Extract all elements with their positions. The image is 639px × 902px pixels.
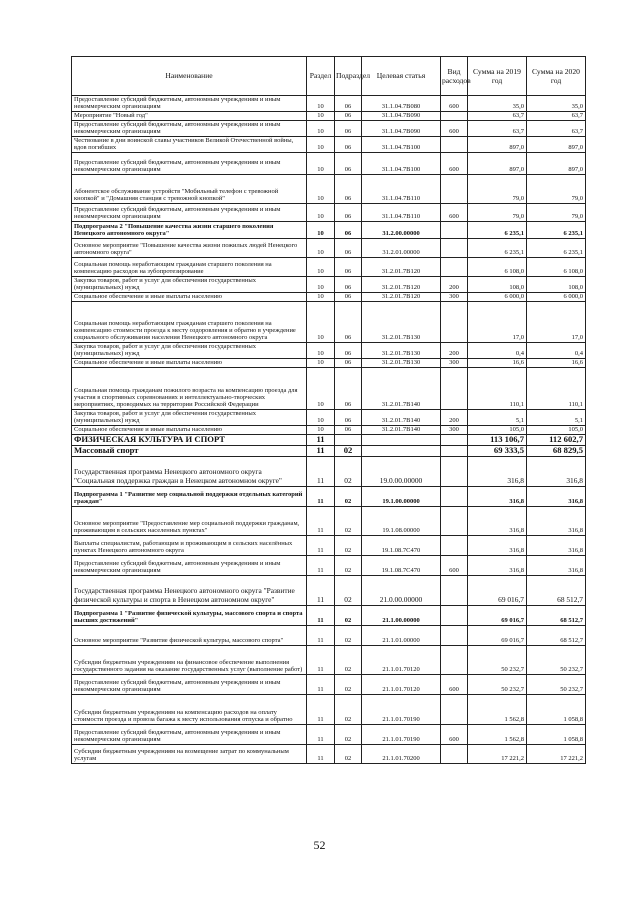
row-razdel: 11 (307, 694, 335, 724)
row-sum2020: 68 512,7 (527, 625, 586, 645)
row-razdel: 10 (307, 358, 335, 367)
row-podrazdel: 06 (335, 238, 362, 257)
row-podrazdel: 02 (335, 555, 362, 575)
row-sum2019: 17 221,2 (468, 744, 527, 763)
row-name: Закупка товаров, работ и услуг для обеспечения государственных (муниципальных) нужд (72, 409, 307, 425)
row-vid (441, 221, 468, 238)
row-vid (441, 625, 468, 645)
row-razdel: 11 (307, 744, 335, 763)
row-name: Предоставление субсидий бюджетным, автономным учреждениям и иным некоммерческим организациям (72, 555, 307, 575)
row-vid (441, 174, 468, 203)
row-podrazdel: 02 (335, 694, 362, 724)
row-sum2019: 316,8 (468, 506, 527, 535)
row-vid: 200 (441, 276, 468, 292)
row-sum2020: 68 512,7 (527, 605, 586, 625)
table-row (72, 174, 586, 203)
row-sum2020: 5,1 (527, 409, 586, 425)
row-vid (441, 136, 468, 152)
row-sum2020: 316,8 (527, 506, 586, 535)
row-razdel: 11 (307, 535, 335, 555)
row-celevaya: 31.1.04.7В080 (362, 96, 441, 112)
row-razdel: 10 (307, 238, 335, 257)
row-razdel: 10 (307, 120, 335, 136)
row-razdel: 10 (307, 292, 335, 301)
row-sum2020: 79,0 (527, 174, 586, 203)
row-sum2020: 6 235,1 (527, 221, 586, 238)
row-podrazdel: 06 (335, 221, 362, 238)
row-sum2020: 6 000,0 (527, 292, 586, 301)
row-celevaya: 31.1.04.7В110 (362, 203, 441, 221)
row-podrazdel: 02 (335, 535, 362, 555)
header-sum2020: Сумма на 2020 год (527, 57, 586, 96)
row-podrazdel: 02 (335, 674, 362, 694)
row-podrazdel: 06 (335, 276, 362, 292)
row-name: Закупка товаров, работ и услуг для обеспечения государственных (муниципальных) нужд (72, 342, 307, 358)
row-podrazdel: 06 (335, 257, 362, 276)
row-name: Массовый спорт (72, 445, 307, 456)
row-celevaya: 21.1.01.00000 (362, 625, 441, 645)
header-vid: Вид расходов (441, 57, 468, 96)
row-celevaya: 31.1.04.7В090 (362, 120, 441, 136)
row-sum2020: 68 829,5 (527, 445, 586, 456)
row-sum2020: 68 512,7 (527, 575, 586, 605)
table-row (72, 276, 586, 292)
row-celevaya: 19.1.08.7С470 (362, 555, 441, 575)
row-celevaya: 21.1.01.70190 (362, 724, 441, 744)
row-name: Основное мероприятие "Развитие физической культуры, массового спорта" (72, 625, 307, 645)
row-name: Предоставление субсидий бюджетным, автономным учреждениям и иным некоммерческим организациям (72, 120, 307, 136)
row-celevaya: 31.2.00.00000 (362, 221, 441, 238)
row-vid (441, 456, 468, 486)
row-celevaya: 19.1.08.00000 (362, 506, 441, 535)
row-vid: 300 (441, 425, 468, 434)
row-name: Выплаты специалистам, работающим и проживающим в сельских населённых пунктах Ненецкого автономного округа (72, 535, 307, 555)
row-vid (441, 301, 468, 342)
table-row (72, 111, 586, 120)
row-podrazdel: 02 (335, 445, 362, 456)
row-celevaya: 31.1.04.7В100 (362, 136, 441, 152)
row-sum2020: 50 232,7 (527, 645, 586, 674)
header-celevaya: Целевая статья (362, 57, 441, 96)
table-row (72, 257, 586, 276)
row-podrazdel: 06 (335, 136, 362, 152)
row-podrazdel: 02 (335, 605, 362, 625)
row-sum2019: 105,0 (468, 425, 527, 434)
table-row (72, 292, 586, 301)
row-razdel: 11 (307, 555, 335, 575)
row-name: Государственная программа Ненецкого автономного округа "Развитие физической культуры и спорта в Ненецком автономном округе" (72, 575, 307, 605)
row-razdel: 10 (307, 136, 335, 152)
row-sum2019: 5,1 (468, 409, 527, 425)
table-row (72, 744, 586, 763)
row-celevaya: 31.1.04.7В100 (362, 152, 441, 174)
row-celevaya: 21.1.01.70120 (362, 645, 441, 674)
page-number: 52 (313, 838, 326, 852)
row-name: Предоставление субсидий бюджетным, автономным учреждениям и иным некоммерческим организациям (72, 724, 307, 744)
row-razdel: 10 (307, 301, 335, 342)
row-celevaya: 31.2.01.7В140 (362, 409, 441, 425)
table-row (72, 425, 586, 434)
row-podrazdel: 06 (335, 292, 362, 301)
row-sum2019: 897,0 (468, 136, 527, 152)
row-sum2020: 112 602,7 (527, 434, 586, 445)
budget-table-sheet (71, 56, 585, 764)
row-celevaya: 31.2.01.7В140 (362, 367, 441, 409)
row-sum2019: 69 016,7 (468, 605, 527, 625)
row-razdel: 10 (307, 425, 335, 434)
row-podrazdel: 06 (335, 152, 362, 174)
row-sum2019: 63,7 (468, 111, 527, 120)
row-celevaya: 19.1.00.00000 (362, 486, 441, 506)
row-vid: 600 (441, 120, 468, 136)
row-sum2019: 69 333,5 (468, 445, 527, 456)
row-vid: 600 (441, 152, 468, 174)
row-razdel: 10 (307, 111, 335, 120)
row-vid: 600 (441, 674, 468, 694)
row-podrazdel: 02 (335, 456, 362, 486)
row-celevaya: 31.2.01.7В130 (362, 301, 441, 342)
row-name: Социальная помощь неработающим гражданам старшего поколения на компенсацию расходов на зубопротезирование (72, 257, 307, 276)
table-row (72, 555, 586, 575)
row-sum2020: 79,0 (527, 203, 586, 221)
row-sum2020: 316,8 (527, 456, 586, 486)
row-podrazdel: 06 (335, 174, 362, 203)
row-podrazdel: 02 (335, 486, 362, 506)
row-razdel: 10 (307, 152, 335, 174)
row-name: Государственная программа Ненецкого автономного округа "Социальная поддержка граждан в Ненецком автономном округе" (72, 456, 307, 486)
row-name: Мероприятие "Новый год" (72, 111, 307, 120)
table-row (72, 575, 586, 605)
row-sum2019: 6 235,1 (468, 238, 527, 257)
row-sum2020: 0,4 (527, 342, 586, 358)
row-celevaya (362, 434, 441, 445)
row-sum2019: 16,6 (468, 358, 527, 367)
row-podrazdel: 02 (335, 645, 362, 674)
row-sum2019: 316,8 (468, 535, 527, 555)
row-razdel: 11 (307, 625, 335, 645)
row-name: Предоставление субсидий бюджетным, автономным учреждениям и иным некоммерческим организациям (72, 152, 307, 174)
row-celevaya: 21.1.00.00000 (362, 605, 441, 625)
row-sum2019: 316,8 (468, 486, 527, 506)
row-name: Субсидии бюджетным учреждениям на финансовое обеспечение выполнения государственного задания на оказание государственных услуг (выполнение работ) (72, 645, 307, 674)
table-row (72, 724, 586, 744)
row-name: ФИЗИЧЕСКАЯ КУЛЬТУРА И СПОРТ (72, 434, 307, 445)
row-razdel: 11 (307, 434, 335, 445)
row-razdel: 11 (307, 645, 335, 674)
row-razdel: 10 (307, 203, 335, 221)
table-row (72, 367, 586, 409)
row-sum2020: 16,6 (527, 358, 586, 367)
row-celevaya: 31.1.04.7В090 (362, 111, 441, 120)
row-name: Подпрограмма 1 "Развитие мер социальной поддержки отдельных категорий граждан" (72, 486, 307, 506)
row-razdel: 11 (307, 486, 335, 506)
row-celevaya: 31.2.01.7В120 (362, 292, 441, 301)
row-sum2019: 1 562,8 (468, 694, 527, 724)
row-razdel: 11 (307, 674, 335, 694)
row-sum2020: 17,0 (527, 301, 586, 342)
row-celevaya: 21.1.01.70190 (362, 694, 441, 724)
row-celevaya: 31.2.01.7В130 (362, 342, 441, 358)
table-row (72, 136, 586, 152)
row-sum2019: 316,8 (468, 555, 527, 575)
table-row (72, 694, 586, 724)
row-podrazdel: 06 (335, 301, 362, 342)
row-vid: 200 (441, 409, 468, 425)
row-sum2020: 6 235,1 (527, 238, 586, 257)
table-row (72, 221, 586, 238)
row-razdel: 11 (307, 506, 335, 535)
table-row (72, 486, 586, 506)
row-sum2020: 897,0 (527, 136, 586, 152)
row-razdel: 10 (307, 342, 335, 358)
row-vid (441, 506, 468, 535)
row-vid (441, 257, 468, 276)
row-sum2019: 35,0 (468, 96, 527, 112)
row-razdel: 10 (307, 96, 335, 112)
table-body (72, 96, 586, 764)
table-row (72, 625, 586, 645)
row-name: Предоставление субсидий бюджетным, автономным учреждениям и иным некоммерческим организациям (72, 674, 307, 694)
row-celevaya: 31.1.04.7В110 (362, 174, 441, 203)
row-sum2019: 6 235,1 (468, 221, 527, 238)
row-podrazdel: 02 (335, 724, 362, 744)
row-name: Закупка товаров, работ и услуг для обеспечения государственных (муниципальных) нужд (72, 276, 307, 292)
row-vid (441, 575, 468, 605)
table-row (72, 434, 586, 445)
header-podrazdel: Подраздел (335, 57, 362, 96)
table-row (72, 152, 586, 174)
budget-table (71, 56, 586, 764)
row-podrazdel: 02 (335, 625, 362, 645)
row-podrazdel: 06 (335, 358, 362, 367)
row-celevaya (362, 445, 441, 456)
row-sum2020: 35,0 (527, 96, 586, 112)
row-razdel: 10 (307, 257, 335, 276)
row-sum2019: 108,0 (468, 276, 527, 292)
row-vid: 300 (441, 292, 468, 301)
row-sum2019: 79,0 (468, 174, 527, 203)
row-vid: 600 (441, 724, 468, 744)
table-row (72, 409, 586, 425)
row-celevaya: 31.2.01.7В130 (362, 358, 441, 367)
row-podrazdel: 06 (335, 425, 362, 434)
row-razdel: 11 (307, 605, 335, 625)
row-name: Социальное обеспечение и иные выплаты населению (72, 425, 307, 434)
table-row (72, 301, 586, 342)
row-razdel: 11 (307, 445, 335, 456)
header-name: Наименование (72, 57, 307, 96)
row-sum2019: 897,0 (468, 152, 527, 174)
row-razdel: 10 (307, 174, 335, 203)
row-podrazdel: 06 (335, 342, 362, 358)
row-vid (441, 445, 468, 456)
table-row (72, 605, 586, 625)
row-sum2019: 69 016,7 (468, 575, 527, 605)
row-sum2019: 69 016,7 (468, 625, 527, 645)
row-podrazdel: 02 (335, 744, 362, 763)
row-podrazdel: 06 (335, 96, 362, 112)
row-sum2020: 108,0 (527, 276, 586, 292)
table-row (72, 96, 586, 112)
row-sum2019: 316,8 (468, 456, 527, 486)
row-vid (441, 111, 468, 120)
row-vid: 600 (441, 555, 468, 575)
table-row (72, 535, 586, 555)
row-vid (441, 367, 468, 409)
row-name: Социальная помощь неработающим гражданам старшего поколения на компенсацию стоимости проезда к месту оздоровления и обратно в учреждение социального обслуживания населения Ненецкого автономного округа (72, 301, 307, 342)
row-razdel: 11 (307, 575, 335, 605)
row-podrazdel: 02 (335, 575, 362, 605)
row-vid (441, 434, 468, 445)
row-celevaya: 19.0.00.00000 (362, 456, 441, 486)
row-sum2020: 105,0 (527, 425, 586, 434)
row-name: Основное мероприятие "Повышение качества жизни пожилых людей Ненецкого автономного округа" (72, 238, 307, 257)
row-vid: 600 (441, 96, 468, 112)
row-sum2019: 110,1 (468, 367, 527, 409)
row-sum2020: 897,0 (527, 152, 586, 174)
row-sum2019: 50 232,7 (468, 645, 527, 674)
row-celevaya: 21.1.01.70120 (362, 674, 441, 694)
row-podrazdel: 06 (335, 203, 362, 221)
row-sum2020: 316,8 (527, 555, 586, 575)
row-vid (441, 238, 468, 257)
row-vid (441, 645, 468, 674)
row-sum2019: 113 106,7 (468, 434, 527, 445)
row-sum2019: 0,4 (468, 342, 527, 358)
row-podrazdel: 02 (335, 506, 362, 535)
header-sum2019: Сумма на 2019 год (468, 57, 527, 96)
row-vid (441, 694, 468, 724)
row-celevaya: 19.1.08.7С470 (362, 535, 441, 555)
row-sum2019: 6 108,0 (468, 257, 527, 276)
row-name: Субсидии бюджетным учреждениям на возмещение затрат по коммунальным услугам (72, 744, 307, 763)
row-sum2020: 1 058,8 (527, 724, 586, 744)
table-row (72, 674, 586, 694)
row-sum2020: 316,8 (527, 535, 586, 555)
row-sum2019: 50 232,7 (468, 674, 527, 694)
row-name: Предоставление субсидий бюджетным, автономным учреждениям и иным некоммерческим организациям (72, 96, 307, 112)
row-name: Чествование в дни воинской славы участников Великой Отечественной войны, вдов погибших (72, 136, 307, 152)
row-podrazdel: 06 (335, 409, 362, 425)
table-row (72, 238, 586, 257)
row-sum2020: 110,1 (527, 367, 586, 409)
row-name: Субсидии бюджетным учреждениям на компенсацию расходов на оплату стоимости проезда и провоза багажа к месту использования отпуска и обратно (72, 694, 307, 724)
row-sum2020: 6 108,0 (527, 257, 586, 276)
row-sum2019: 63,7 (468, 120, 527, 136)
table-row (72, 358, 586, 367)
row-sum2020: 316,8 (527, 486, 586, 506)
table-row (72, 120, 586, 136)
row-sum2020: 17 221,2 (527, 744, 586, 763)
table-row (72, 203, 586, 221)
row-celevaya: 31.2.01.00000 (362, 238, 441, 257)
row-vid (441, 744, 468, 763)
row-podrazdel: 06 (335, 120, 362, 136)
row-podrazdel (335, 434, 362, 445)
header-razdel: Раздел (307, 57, 335, 96)
table-row (72, 445, 586, 456)
row-celevaya: 21.0.00.00000 (362, 575, 441, 605)
row-vid (441, 605, 468, 625)
row-name: Подпрограмма 2 "Повышение качества жизни старшего поколения Ненецкого автономного округа" (72, 221, 307, 238)
row-sum2020: 50 232,7 (527, 674, 586, 694)
row-razdel: 10 (307, 367, 335, 409)
row-celevaya: 31.2.01.7В140 (362, 425, 441, 434)
row-celevaya: 21.1.01.70200 (362, 744, 441, 763)
row-sum2020: 63,7 (527, 111, 586, 120)
row-name: Подпрограмма 1 "Развитие физической культуры, массового спорта и спорта высших достижений" (72, 605, 307, 625)
table-row (72, 342, 586, 358)
table-row (72, 456, 586, 486)
row-vid (441, 486, 468, 506)
row-name: Основное мероприятие "Предоставление мер социальной поддержки гражданам, проживающим в сельских населенных пунктах" (72, 506, 307, 535)
row-vid (441, 535, 468, 555)
row-podrazdel: 06 (335, 111, 362, 120)
row-sum2019: 6 000,0 (468, 292, 527, 301)
row-razdel: 10 (307, 221, 335, 238)
row-name: Предоставление субсидий бюджетным, автономным учреждениям и иным некоммерческим организациям (72, 203, 307, 221)
row-vid: 600 (441, 203, 468, 221)
row-sum2019: 17,0 (468, 301, 527, 342)
row-vid: 200 (441, 342, 468, 358)
row-razdel: 11 (307, 456, 335, 486)
table-row (72, 645, 586, 674)
row-razdel: 10 (307, 276, 335, 292)
row-razdel: 11 (307, 724, 335, 744)
row-podrazdel: 06 (335, 367, 362, 409)
row-celevaya: 31.2.01.7В120 (362, 276, 441, 292)
row-razdel: 10 (307, 409, 335, 425)
row-sum2020: 63,7 (527, 120, 586, 136)
row-sum2020: 1 058,8 (527, 694, 586, 724)
row-name: Социальная помощь гражданам пожилого возраста на компенсацию проезда для участия в спортивных соревнованиях и интеллектуально-творческих мероприятиях, проводимых на территории Российской Федерации (72, 367, 307, 409)
table-header-row (72, 57, 586, 96)
row-sum2019: 1 562,8 (468, 724, 527, 744)
row-vid: 300 (441, 358, 468, 367)
row-celevaya: 31.2.01.7В120 (362, 257, 441, 276)
table-row (72, 506, 586, 535)
row-name: Социальное обеспечение и иные выплаты населению (72, 292, 307, 301)
row-name: Социальное обеспечение и иные выплаты населению (72, 358, 307, 367)
row-sum2019: 79,0 (468, 203, 527, 221)
row-name: Абонентское обслуживание устройств "Мобильный телефон с тревожной кнопкой" и "Домашняя станция с тревожной кнопкой" (72, 174, 307, 203)
